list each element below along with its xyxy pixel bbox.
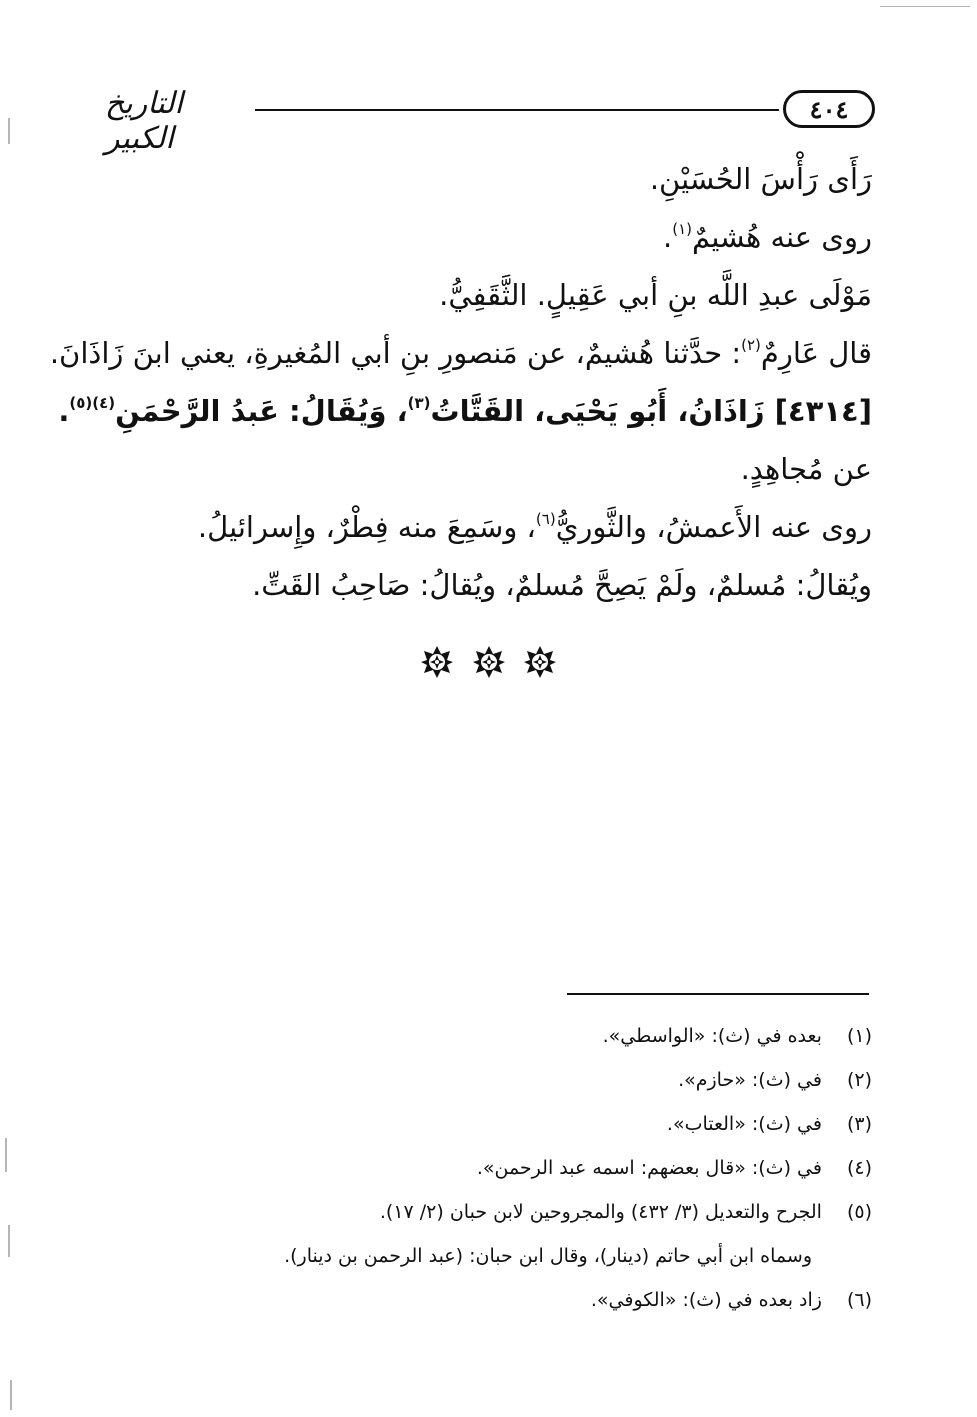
footnote-ref[interactable]: (٤)(٥) — [69, 394, 116, 412]
ornament-star-icon — [472, 645, 506, 683]
body-line — [102, 208, 872, 266]
page-header — [105, 84, 875, 156]
entry-heading — [58, 382, 872, 440]
scan-edge-mark-left — [5, 1138, 7, 1172]
body-line-text: عن مُجاهِدٍ. — [740, 452, 872, 486]
footnote — [102, 1102, 872, 1146]
footnote-number: (٢) — [846, 1069, 872, 1091]
footnote-text: الجرح والتعديل (٣/ ٤٣٢) والمجروحين لابن حبان (٢/ ١٧). — [379, 1201, 822, 1223]
body-line — [102, 556, 872, 614]
footnote-number: (٥) — [846, 1201, 872, 1223]
footnote-ref[interactable]: (٣) — [407, 394, 431, 412]
body-line-punct: . — [58, 394, 70, 428]
footnotes — [102, 1014, 872, 1322]
body-line-text: ويُقالُ: مُسلمٌ، ولَمْ يَصِحَّ مُسلمٌ، ويُقالُ: صَاحِبُ القَتِّ. — [252, 568, 872, 602]
body-line — [102, 440, 872, 498]
footnote-text: في (ث): «العتاب». — [666, 1113, 822, 1135]
footnote-text: بعده في (ث): «الواسطي». — [602, 1025, 822, 1047]
footnote — [102, 1190, 872, 1234]
footnote-text: في (ث): «قال بعضهم: اسمه عبد الرحمن». — [476, 1157, 822, 1179]
body-line-text: رَأَى رَأْسَ الحُسَيْنِ. — [649, 162, 872, 196]
scan-edge-mark-top — [8, 118, 10, 144]
footnote-number: (٦) — [846, 1289, 872, 1311]
footnote-text: زاد بعده في (ث): «الكوفي». — [590, 1289, 822, 1311]
footnote-ref[interactable]: (٦) — [535, 510, 556, 528]
page-number: ٤٠٤ — [809, 94, 849, 124]
footnote — [102, 1278, 872, 1322]
footnote-text: وسماه ابن أبي حاتم (دينار)، وقال ابن حبان: (عبد الرحمن بن دينار). — [284, 1245, 812, 1267]
ornament-star-icon — [523, 645, 557, 683]
footnote — [102, 1014, 872, 1058]
footnote — [102, 1058, 872, 1102]
footnote-continuation — [102, 1234, 872, 1278]
body-line — [49, 324, 872, 382]
footnote-ref[interactable]: (١) — [672, 220, 693, 238]
footnote-number: (٤) — [846, 1157, 872, 1179]
body-line-text: روى عنه الأَعمشُ، والثَّوريُّ — [555, 510, 872, 544]
book-title: التاريخ الكبير — [105, 86, 183, 156]
footnote-text: في (ث): «حازم». — [678, 1069, 822, 1091]
body-line-text: مَوْلَى عبدِ اللَّه بنِ أبي عَقِيلٍ. الثَّقَفِيُّ. — [439, 278, 872, 312]
body-line — [102, 498, 872, 556]
body-line — [102, 266, 872, 324]
body-line-punct: . — [663, 220, 673, 254]
body-line-text: قال عَارِمٌ — [760, 336, 872, 370]
body-line — [102, 150, 872, 208]
scan-edge-mark-top-right — [880, 6, 970, 7]
body-line-text: : حدَّثنا هُشيمٌ، عن مَنصورِ بنِ أبي المُغيرةِ، يعني ابنَ زَاذَانَ. — [49, 336, 742, 370]
footnote — [102, 1146, 872, 1190]
body-text — [49, 150, 872, 614]
scan-edge-mark-bottom — [8, 1225, 10, 1257]
body-line-text: ، وسَمِعَ منه فِطْرٌ، وإِسرائيلُ. — [197, 510, 536, 544]
entry-heading-text: ، وَيُقَالُ: عَبدُ الرَّحْمَنِ — [115, 394, 408, 428]
ornament-star-icon — [420, 645, 454, 683]
scan-edge-mark-corner — [10, 1380, 12, 1410]
footnote-number: (٣) — [846, 1113, 872, 1135]
header-rule — [255, 109, 779, 111]
section-ornament — [0, 645, 977, 683]
page-number-badge — [783, 90, 875, 128]
footnote-number: (١) — [846, 1025, 872, 1047]
footnote-ref[interactable]: (٢) — [741, 336, 761, 354]
entry-heading-text: [٤٣١٤] زَاذَانُ، أَبُو يَحْيَى، القَتَّاتُ — [430, 394, 872, 428]
body-line-text: روى عنه هُشيمٌ — [692, 220, 872, 254]
footnote-rule — [567, 993, 869, 995]
